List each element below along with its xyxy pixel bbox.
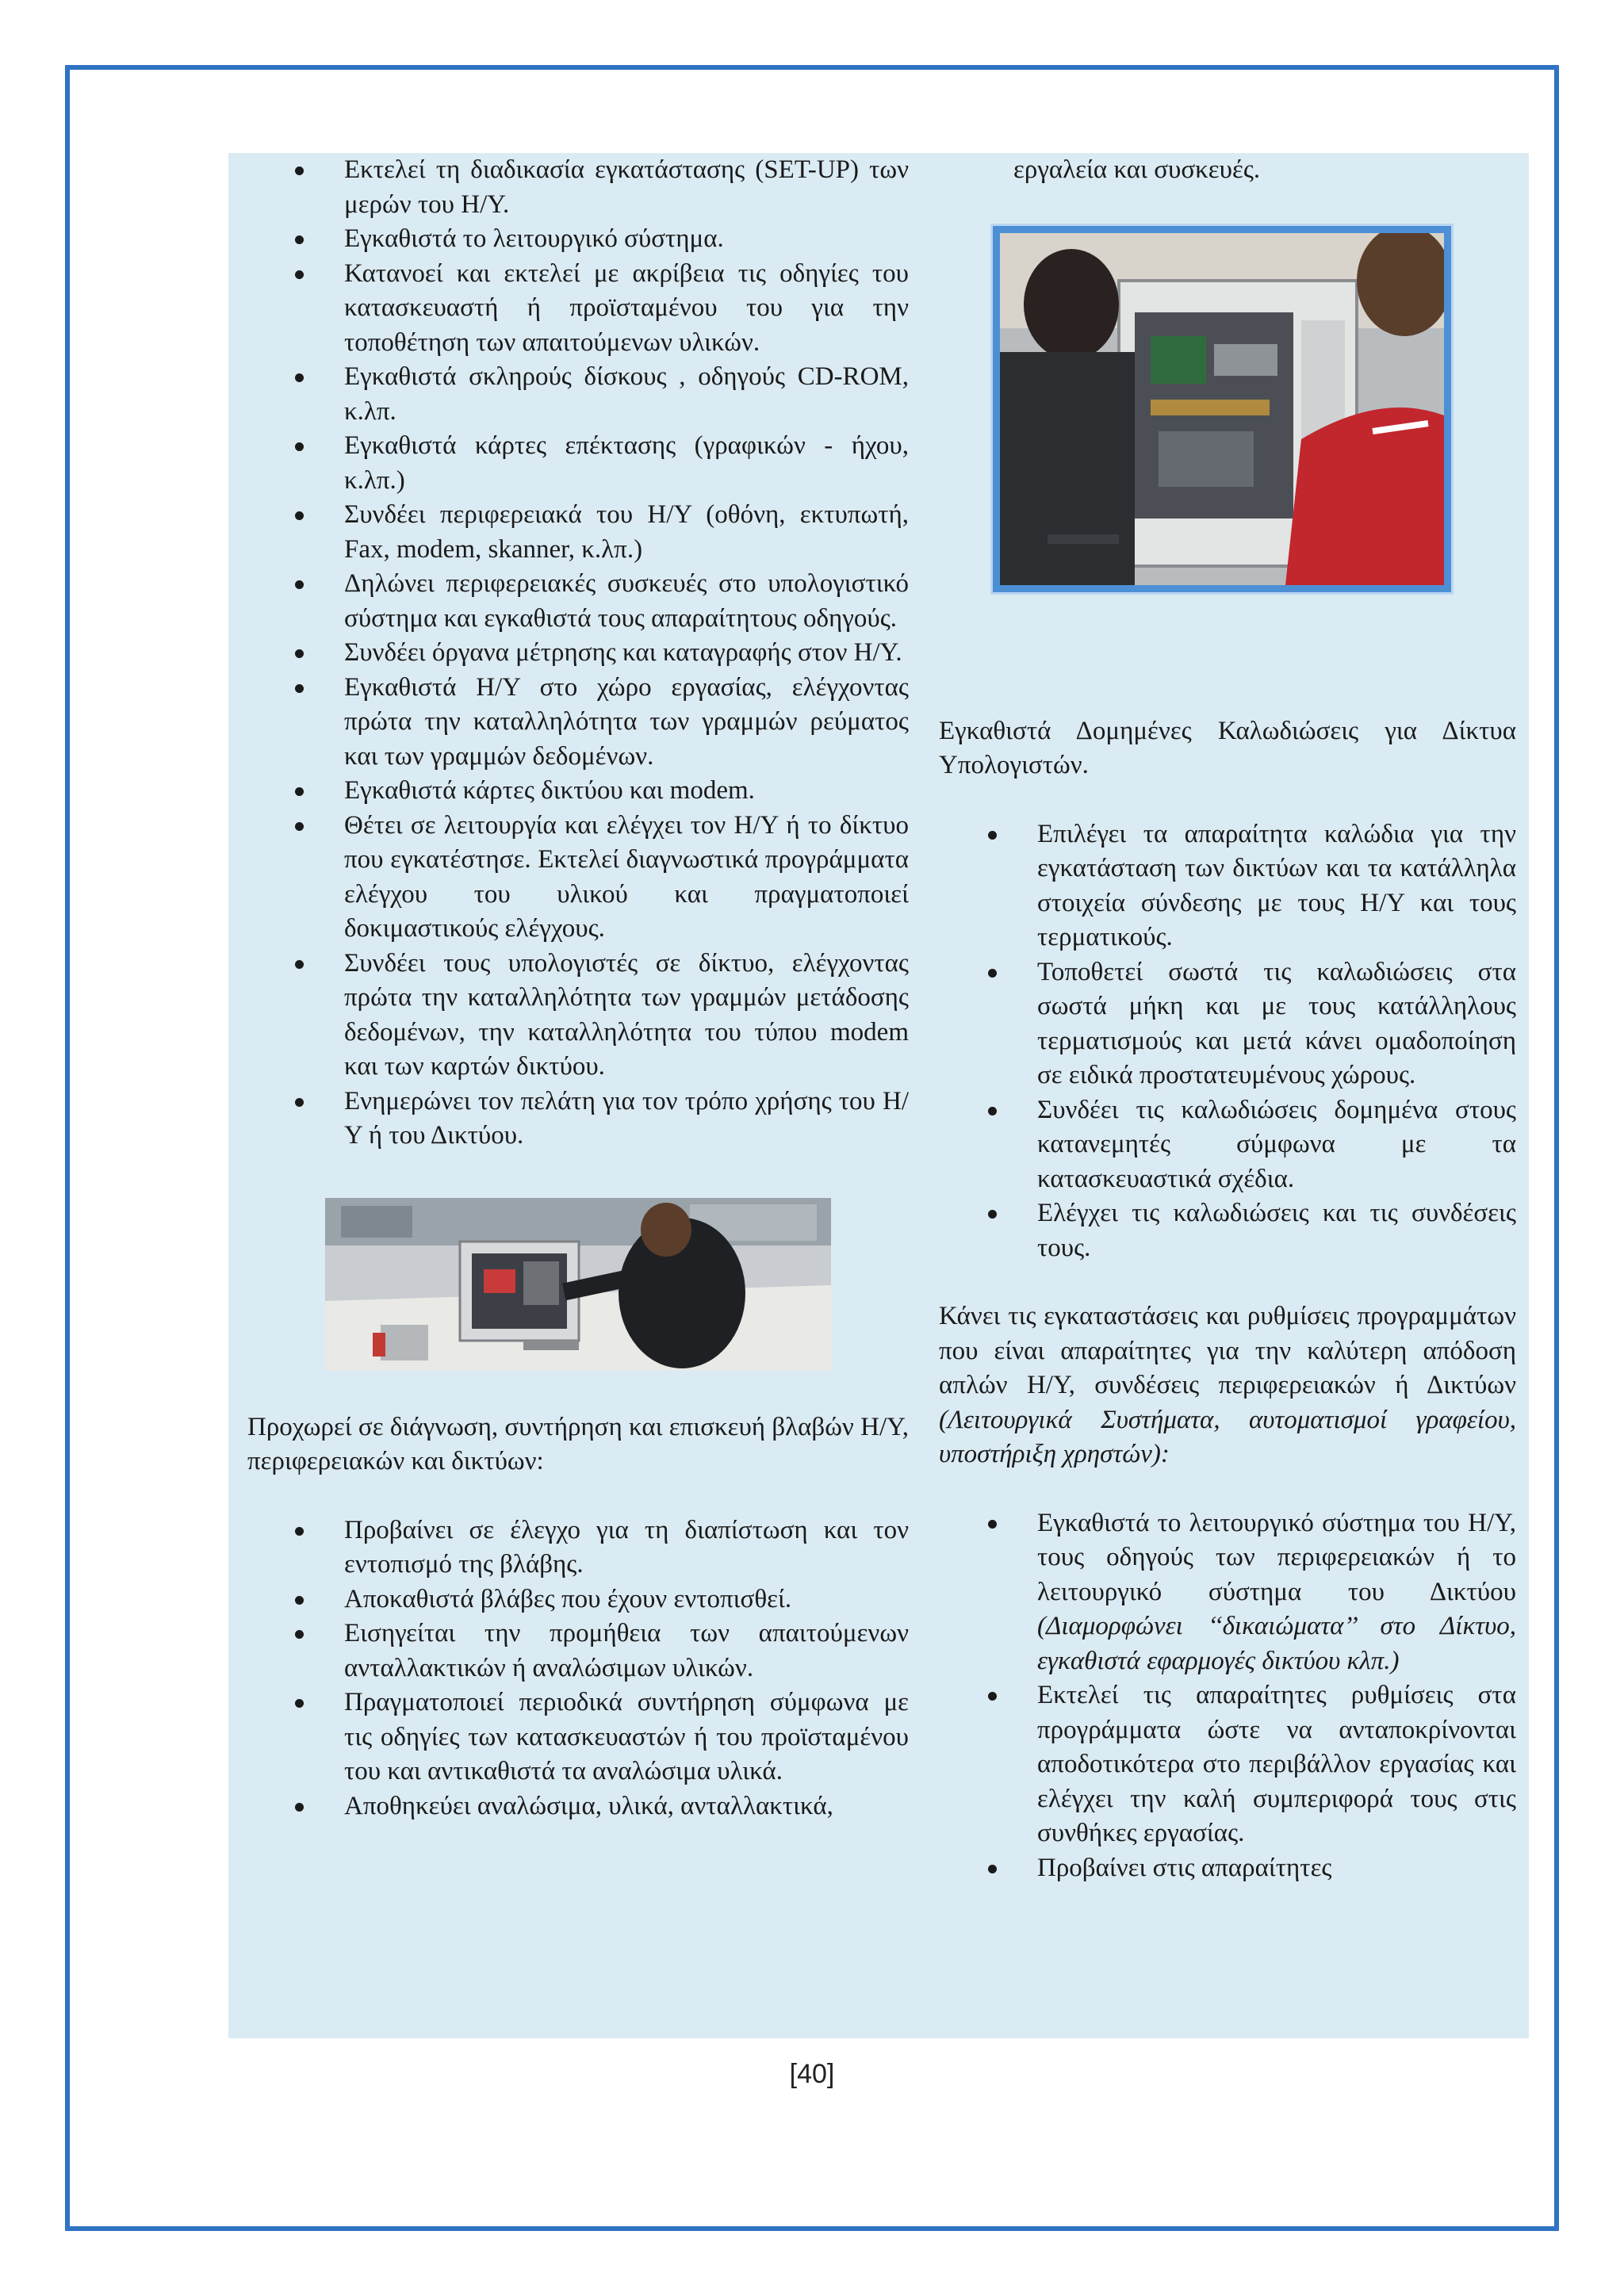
list-item: Εγκαθιστά Η/Υ στο χώρο εργασίας, ελέγχοντας πρώτα την καταλληλότητα των γραμμών ρεύματος και των γραμμών δεδομένων.	[344, 671, 909, 775]
list-item: Εγκαθιστά κάρτες δικτύου και modem.	[344, 774, 909, 809]
list-item	[1037, 1851, 1516, 1886]
list-item: Αποκαθιστά βλάβες που έχουν εντοπισθεί.	[344, 1582, 909, 1617]
list-item: Ελέγχει τις καλωδιώσεις και τις συνδέσεις τους.	[1037, 1196, 1516, 1265]
continued-text: εργαλεία και συσκευές.	[1013, 155, 1261, 184]
cabling-task-list	[939, 817, 1516, 1266]
software-heading	[939, 1299, 1516, 1472]
list-item	[1037, 1506, 1516, 1679]
list-item-text: Εκτελεί τις απαραίτητες ρυθμίσεις στα προγράμματα ώστε να ανταποκρίνονται αποδοτικότερα στο περιβάλλον εργασίας και ελέγχει την καλή συμπεριφορά τους στις συνθήκες εργασίας.	[1037, 1681, 1516, 1847]
software-heading-note: (Λειτουργικά Συστήματα, αυτοματισμοί γραφείου, υποστήριξη χρηστών):	[939, 1405, 1516, 1468]
list-item-note: (Διαμορφώνει ‘‘δικαιώματα’’ στο Δίκτυο, εγκαθιστά εφαρμογές δικτύου κλπ.)	[1037, 1612, 1516, 1675]
list-item: Συνδέει τις καλωδιώσεις δομημένα στους κατανεμητές σύμφωνα με τα κατασκευαστικά σχέδια.	[1037, 1093, 1516, 1197]
list-item: Προβαίνει σε έλεγχο για τη διαπίστωση και τον εντοπισμό της βλάβης.	[344, 1513, 909, 1582]
list-item: Εγκαθιστά σκληρούς δίσκους , οδηγούς CD-ROM, κ.λπ.	[344, 360, 909, 429]
repair-task-list	[247, 1513, 909, 1824]
technician-photo	[325, 1198, 831, 1371]
list-item: Πραγματοποιεί περιοδικά συντήρηση σύμφωνα με τις οδηγίες των κατασκευαστών ή του προϊσταμένου του και αντικαθιστά τα αναλώσιμα υλικά.	[344, 1686, 909, 1789]
list-item: Τοποθετεί σωστά τις καλωδιώσεις στα σωστά μήκη και με τους κατάλληλους τερματισμούς και μετά κάνει ομαδοποίηση σε ειδικά προστατευμένους χώρους.	[1037, 955, 1516, 1093]
repair-heading: Προχωρεί σε διάγνωση, συντήρηση και επισκευή βλαβών Η/Υ, περιφερειακών και δικτύων:	[247, 1412, 909, 1475]
list-item: Δηλώνει περιφερειακές συσκευές στο υπολογιστικό σύστημα και εγκαθιστά τους απαραίτητους οδηγούς.	[344, 567, 909, 636]
installation-task-list	[247, 153, 909, 1154]
list-item	[1037, 1678, 1516, 1851]
cabling-heading: Εγκαθιστά Δομημένες Καλωδιώσεις για Δίκτυα Υπολογιστών.	[939, 716, 1516, 779]
list-item: Θέτει σε λειτουργία και ελέγχει τον Η/Υ ή το δίκτυο που εγκατέστησε. Εκτελεί διαγνωστικά προγράμματα ελέγχου του υλικού και πραγματοποιεί δοκιμαστικούς ελέγχους.	[344, 809, 909, 947]
list-item: Επιλέγει τα απαραίτητα καλώδια για την εγκατάσταση των δικτύων και τα κατάλληλα στοιχεία σύνδεσης με τους Η/Υ και τους τερματικούς.	[1037, 817, 1516, 955]
list-item: Εκτελεί τη διαδικασία εγκατάστασης (SET-UP) των μερών του Η/Υ.	[344, 153, 909, 222]
software-task-list	[939, 1506, 1516, 1886]
software-heading-text: Κάνει τις εγκαταστάσεις και ρυθμίσεις προγραμμάτων που είναι απαραίτητες για την καλύτερη απόδοση απλών Η/Υ, συνδέσεις περιφερειακών ή Δικτύων	[939, 1302, 1516, 1399]
list-item: Εισηγείται την προμήθεια των απαιτούμενων ανταλλακτικών ή αναλώσιμων υλικών.	[344, 1617, 909, 1686]
right-column	[939, 153, 1516, 1885]
list-item: Κατανοεί και εκτελεί με ακρίβεια τις οδηγίες του κατασκευαστή ή προϊσταμένου του για την τοποθέτηση των απαιτούμενων υλικών.	[344, 257, 909, 361]
page-number: [40]	[789, 2059, 835, 2089]
list-item: Ενημερώνει τον πελάτη για τον τρόπο χρήσης του Η/Υ ή του Δικτύου.	[344, 1085, 909, 1154]
list-item: Συνδέει όργανα μέτρησης και καταγραφής στον Η/Υ.	[344, 636, 909, 671]
technicians-photo	[993, 226, 1451, 592]
list-item: Αποθηκεύει αναλώσιμα, υλικά, ανταλλακτικά,	[344, 1789, 909, 1824]
left-column	[247, 153, 909, 1823]
list-item: Συνδέει τους υπολογιστές σε δίκτυο, ελέγχοντας πρώτα την καταλληλότητα των γραμμών μετάδοσης δεδομένων, την καταλληλότητα του τύπου modem και των καρτών δικτύου.	[344, 947, 909, 1085]
list-item-text: Εγκαθιστά το λειτουργικό σύστημα του Η/Υ, τους οδηγούς των περιφερειακών ή το λειτουργικό σύστημα του Δικτύου	[1037, 1508, 1516, 1606]
list-item-text: Προβαίνει στις απαραίτητες	[1037, 1853, 1332, 1882]
list-item: Εγκαθιστά κάρτες επέκτασης (γραφικών - ήχου, κ.λπ.)	[344, 429, 909, 498]
list-item: Εγκαθιστά το λειτουργικό σύστημα.	[344, 222, 909, 257]
list-item: Συνδέει περιφερειακά του Η/Υ (οθόνη, εκτυπωτή, Fax, modem, skanner, κ.λπ.)	[344, 498, 909, 567]
